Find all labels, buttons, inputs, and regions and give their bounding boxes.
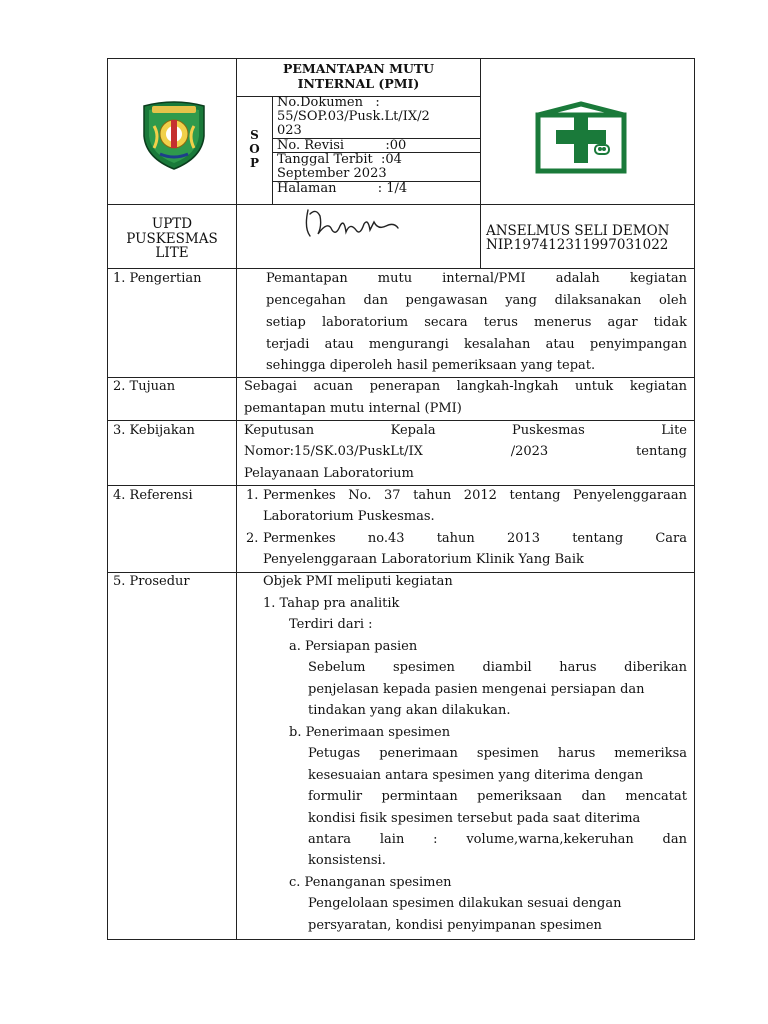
referensi-item-2-line-2: Penyelenggaraan Laboratorium Klinik Yang Baik (263, 552, 584, 567)
referensi-item-1-line-2: Laboratorium Puskesmas. (263, 509, 435, 524)
org-line-puskesmas: PUSKESMAS (126, 231, 218, 247)
referensi-item-1-number: 1. (246, 488, 259, 503)
prosedur-b-line-2: kesesuaian antara spesimen yang diterima dengan (308, 768, 644, 783)
doc-title-line1: PEMANTAPAN MUTU (282, 61, 435, 76)
pengertian-line-4: terjadi atau mengurangi kesalahan atau penyimpangan (266, 337, 687, 352)
section-label-kebijakan: 3. Kebijakan (113, 423, 195, 438)
sop-letter-p: P (249, 156, 260, 170)
prosedur-a-line-2: penjelasan kepada pasien mengenai persiapan dan (308, 682, 645, 697)
doc-title-line2: INTERNAL (PMI) (297, 76, 420, 91)
prosedur-c-title: c. Penanganan spesimen (289, 875, 452, 890)
prosedur-step-1: 1. Tahap pra analitik (263, 596, 400, 611)
org-line-uptd: UPTD (151, 216, 193, 232)
prosedur-b-line-1: Petugas penerimaan spesimen harus memeriksa (308, 746, 687, 761)
referensi-item-1-line-1: Permenkes No. 37 tahun 2012 tentang Penyelenggaraan (263, 488, 687, 503)
prosedur-c-line-2: persyaratan, kondisi penyimpanan spesimen (308, 918, 602, 933)
issue-date-label: Tanggal Terbit :04 (277, 152, 402, 167)
issue-date-value: September 2023 (277, 166, 387, 181)
doc-number-value-cont: 023 (277, 123, 302, 138)
referensi-item-2-line-1: Permenkes no.43 tahun 2013 tentang Cara (263, 531, 687, 546)
doc-number-value: 55/SOP.03/Pusk.Lt/IX/2 (277, 109, 430, 124)
prosedur-a-line-1: Sebelum spesimen diambil harus diberikan (308, 660, 687, 675)
section-label-tujuan: 2. Tujuan (113, 379, 176, 394)
prosedur-b-line-6: konsistensi. (308, 853, 386, 868)
prosedur-b-line-5: antara lain : volume,warna,kekeruhan dan (308, 832, 687, 847)
signature-image (298, 204, 408, 244)
prosedur-b-line-4: kondisi fisik spesimen tersebut pada saat diterima (308, 811, 641, 826)
pengertian-line-1: Pemantapan mutu internal/PMI adalah kegiatan (266, 271, 687, 286)
page-number: Halaman : 1/4 (277, 181, 408, 196)
kebijakan-line-2: Nomor:15/SK.03/PuskLt/IX /2023 tentang (244, 444, 687, 459)
kebijakan-line-3: Pelayanaan Laboratorium (244, 466, 414, 481)
prosedur-a-title: a. Persiapan pasien (289, 639, 418, 654)
prosedur-b-line-3: formulir permintaan pemeriksaan dan mencatat (308, 789, 687, 804)
referensi-item-2-number: 2. (246, 531, 259, 546)
sop-letter-o: O (249, 142, 260, 156)
doc-number-label: No.Dokumen : (277, 95, 380, 110)
signer-nip: NIP.197412311997031022 (486, 237, 669, 253)
section-label-prosedur: 5. Prosedur (113, 574, 190, 589)
prosedur-b-title: b. Penerimaan spesimen (289, 725, 451, 740)
prosedur-intro: Objek PMI meliputi kegiatan (263, 574, 453, 589)
prosedur-a-line-3: tindakan yang akan dilakukan. (308, 703, 511, 718)
org-line-lite: LITE (155, 245, 189, 261)
prosedur-terdiri: Terdiri dari : (289, 617, 373, 632)
sop-letter-s: S (250, 128, 259, 142)
tujuan-line-2: pemantapan mutu internal (PMI) (244, 401, 462, 416)
pengertian-line-2: pencegahan dan pengawasan yang dilaksanakan oleh (266, 293, 687, 308)
tujuan-line-1: Sebagai acuan penerapan langkah-lngkah untuk kegiatan (244, 379, 687, 394)
pengertian-line-5: sehingga diperoleh hasil pemeriksaan yang tepat. (266, 358, 596, 373)
revision-number: No. Revisi :00 (277, 138, 407, 153)
signer-name: ANSELMUS SELI DEMON (486, 223, 670, 239)
pengertian-line-3: setiap laboratorium secara terus menerus agar tidak (266, 315, 687, 330)
section-label-referensi: 4. Referensi (113, 488, 193, 503)
prosedur-c-line-1: Pengelolaan spesimen dilakukan sesuai dengan (308, 896, 622, 911)
section-label-pengertian: 1. Pengertian (113, 271, 202, 286)
puskesmas-logo (534, 101, 628, 175)
regency-emblem-logo (136, 96, 212, 172)
kebijakan-line-1: Keputusan Kepala Puskesmas Lite (244, 423, 687, 438)
